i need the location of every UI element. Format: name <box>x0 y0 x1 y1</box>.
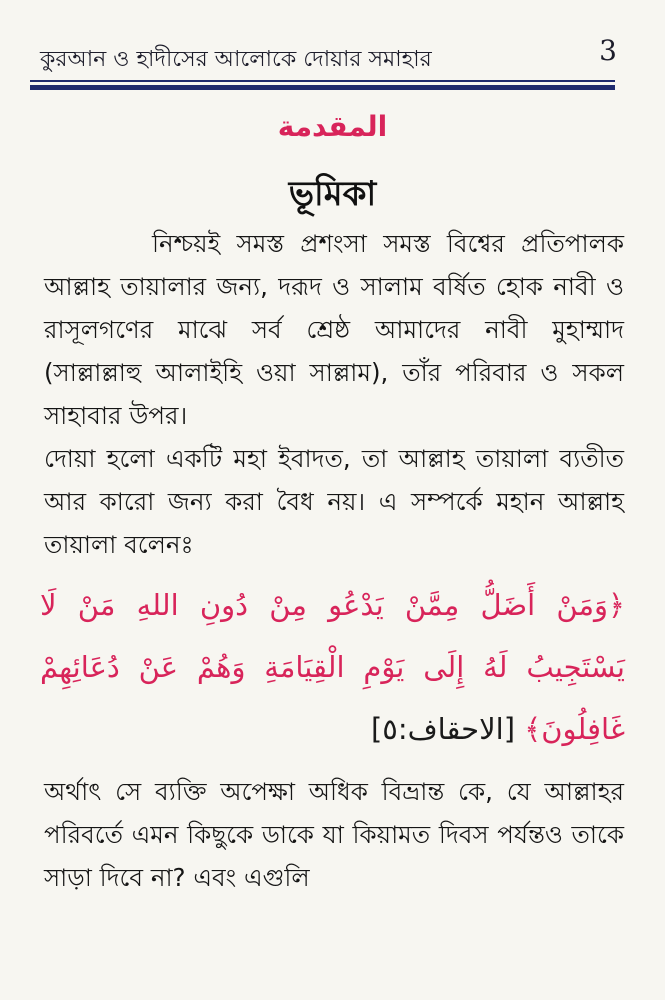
paragraph-translation: অর্থাৎ সে ব্যক্তি অপেক্ষা অধিক বিভ্রান্ত কে, যে আল্লাহর পরিবর্তে এমন কিছুকে ডাকে যা কিয়ামত দিবস পর্যন্তও তাকে সাড়া দিবে না? এবং এগুলি <box>44 777 624 892</box>
paragraph-praise: নিশ্চয়ই সমস্ত প্রশংসা সমস্ত বিশ্বের প্রতিপালক আল্লাহ তায়ালার জন্য, দরূদ ও সালাম বর্ষিত হোক নাবী ও রাসূলগণের মাঝে সর্ব শ্রেষ্ঠ আমাদের নাবী মুহাম্মাদ (সাল্লাল্লাহু আলাইহি ওয়া সাল্লাম), তাঁর পরিবার ও সকল সাহাবার উপর। <box>44 229 624 430</box>
ayah-text: ﴿وَمَنْ أَضَلُّ مِمَّنْ يَدْعُو مِنْ دُونِ اللهِ مَنْ لَا يَسْتَجِيبُ لَهُ إِلَى يَوْمِ الْقِيَامَةِ وَهُمْ عَنْ دُعَائِهِمْ غَافِلُونَ﴾ <box>40 588 625 746</box>
header-title: কুরআন ও হাদীসের আলোকে দোয়ার সমাহার <box>40 47 432 72</box>
ayah-reference: [الاحقاف:٥] <box>370 712 516 746</box>
page-number: 3 <box>599 34 617 67</box>
paragraph-dua-worship: দোয়া হলো একটি মহা ইবাদত, তা আল্লাহ তায়ালা ব্যতীত আর কারো জন্য করা বৈধ নয়। এ সম্পর্কে মহান আল্লাহ তায়ালা বলেনঃ <box>44 444 624 559</box>
header-rule-thin <box>30 80 615 82</box>
section-title: ভূমিকা <box>288 174 377 214</box>
quran-ayah <box>40 574 625 760</box>
header-rule-thick <box>30 85 615 90</box>
arabic-heading: المقدمة <box>277 110 388 143</box>
page-header <box>30 28 635 76</box>
